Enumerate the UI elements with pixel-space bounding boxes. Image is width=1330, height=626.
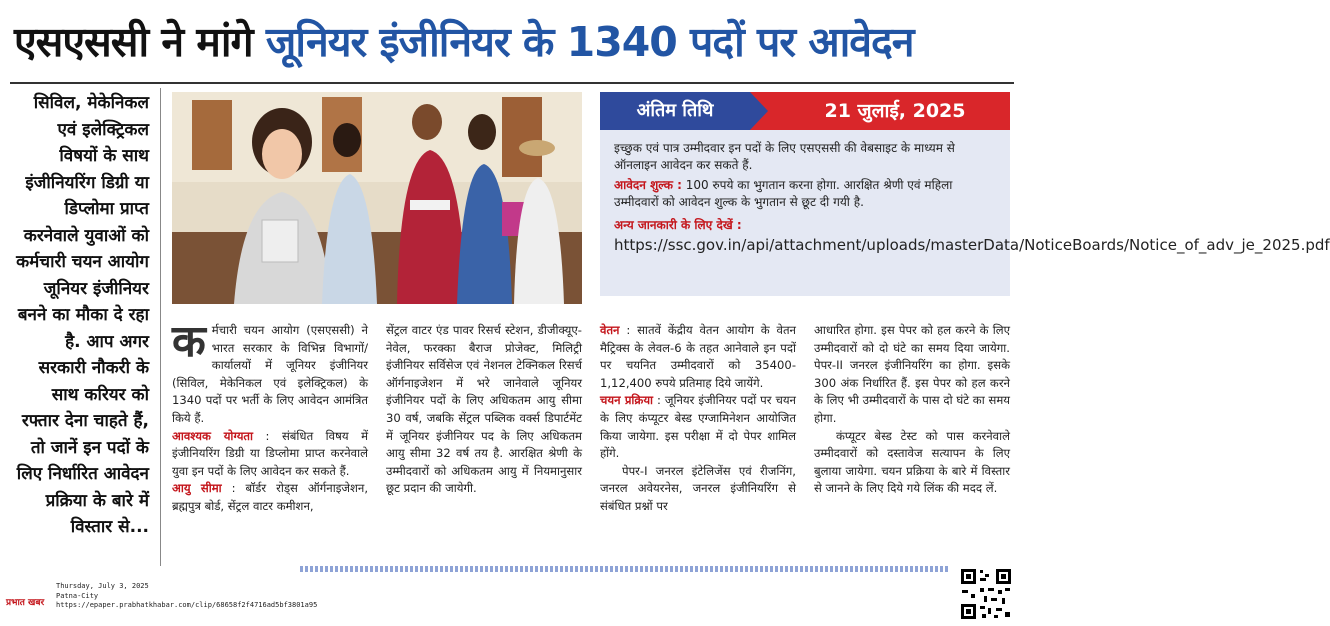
qualification-text: : संबंधित विषय में इंजीनियरिंग डिग्री या डिप्लोमा प्राप्त करनेवाले युवा इन पदों के लिए आवेदन कर सकते हैं. — [172, 428, 369, 478]
pay-label: वेतन — [600, 323, 620, 337]
age-text: : बॉर्डर रोड्स ऑर्गनाइजेशन, ब्रह्मपुत्र बोर्ड, सेंट्रल वाटर कमीशन, — [172, 481, 368, 513]
dropcap: क — [172, 316, 206, 367]
qualification-label: आवश्यक योग्यता — [172, 428, 254, 443]
article-column-3 — [600, 322, 796, 554]
article-intro: र्मचारी चयन आयोग (एसएससी) ने भारत सरकार के विभिन्न विभागों/ कार्यालयों में जूनियर इंजीनियर (सिविल, मेकेनिकल एवं इलेक्ट्रिकल) के 1340 पदों पर भर्ती के लिए आवेदन आमंत्रित किये हैं. — [172, 323, 368, 425]
deadline-date: 21 जुलाई, 2025 — [824, 100, 966, 122]
deadline-box — [600, 92, 1330, 296]
column-divider — [160, 88, 161, 566]
verification-para: कंप्यूटर बेस्ड टेस्ट को पास करनेवाले उम्मीदवारों को दस्तावेज सत्यापन के लिए बुलाया जायेगा. चयन प्रक्रिया के बारे में विस्तार से जानने के लिए दिये गये लिंक की मदद लें. — [814, 428, 1010, 496]
pay-text: : सातवें केंद्रीय वेतन आयोग के वेतन मैट्रिक्स के लेवल-6 के तहत आनेवाले इन पदों पर चयनित उम्मीदवारों को 35400-1,12,400 रुपये प्रतिमाह दिये जायेंगे. — [600, 323, 796, 390]
students-illustration — [172, 92, 582, 304]
article-column-1 — [172, 316, 369, 554]
footer-rule — [300, 566, 950, 572]
age-label: आयु सीमा — [172, 481, 222, 496]
qr-code-graphic — [958, 566, 1014, 622]
selection-label: चयन प्रक्रिया — [600, 393, 654, 408]
deadline-info — [600, 130, 1330, 296]
fee-info — [614, 177, 996, 211]
clip-url[interactable]: https://epaper.prabhatkhabar.com/clip/68658f2f4716ad5bf3801a95 — [56, 601, 318, 609]
fee-label: आवेदन शुल्क : — [614, 178, 682, 192]
notice-link[interactable]: https://ssc.gov.in/api/attachment/uploads/masterData/NoticeBoards/Notice_of_adv_je_2025.pdf — [614, 236, 1330, 254]
top-divider — [10, 82, 1014, 84]
deadline-label: अंतिम तिथि — [600, 92, 750, 130]
brand-logo: प्रभात खबर — [6, 598, 45, 608]
article-column-4 — [814, 322, 1010, 554]
headline-part-2: जूनियर इंजीनियर के 1340 पदों पर आवेदन — [265, 18, 914, 66]
article-column-2: सेंट्रल वाटर एंड पावर रिसर्च स्टेशन, डीजीक्यूए-नेवेल, फरक्का बैराज प्रोजेक्ट, मिलिट्री इंजीनियर सर्विसेज एवं नेशनल टेक्निकल रिसर्च ऑर्गनाइजेशन में भरे जानेवाले जूनियर इंजीनियर पदों के लिए अधिकतम आयु सीमा 30 वर्ष, जबकि सेंट्रल पब्लिक वर्क्स डिपार्टमेंट में जूनियर इंजीनियर पद के लिए अधिकतम आयु सीमा 32 वर्ष तय है. आरक्षित श्रेणी के उम्मीदवारों को अधिकतम आयु में नियमानुसार छूट प्रदान की जायेगी. — [386, 323, 582, 496]
paper-one-para: पेपर-I जनरल इंटेलिजेंस एवं रीजनिंग, जनरल अवेयरनेस, जनरल इंजीनियरिंग से संबंधित प्रश्नों पर — [600, 463, 796, 513]
students-photo — [172, 92, 582, 304]
paper-two-para: आधारित होगा. इस पेपर को हल करने के लिए उम्मीदवारों को दो घंटे का समय दिया जायेगा. पेपर-II जनरल इंजीनियरिंग का होगा. इसके 300 अंक निर्धारित हैं. इस पेपर को हल करने के लिए भी उम्मीदवारों के पास दो घंटे का समय होगा. — [814, 323, 1010, 425]
pay-para — [600, 322, 796, 392]
deadline-intro: इच्छुक एवं पात्र उम्मीदवार इन पदों के लिए एसएससी की वेबसाइट के माध्यम से ऑनलाइन आवेदन कर सकते हैं. — [614, 141, 955, 172]
clip-date: Thursday, July 3, 2025 — [56, 582, 149, 590]
headline — [14, 6, 1014, 78]
selection-text: : जूनियर इंजीनियर पदों पर चयन के लिए कंप्यूटर बेस्ड एग्जामिनेशन आयोजित किया जायेगा. इस परीक्षा में दो पेपर शामिल होंगे. — [600, 393, 796, 461]
more-info — [614, 214, 1330, 255]
qualification-para — [172, 428, 368, 481]
clip-meta — [56, 582, 386, 622]
fee-text: 100 रुपये का भुगतान करना होगा. आरक्षित श्रेणी एवं महिला उम्मीदवारों को आवेदन शुल्क के भुगतान से छूट दी गयी है. — [614, 178, 953, 209]
selection-para — [600, 392, 796, 462]
qr-code — [958, 566, 1014, 622]
deadline-bar — [600, 92, 1010, 130]
clip-edition: Patna-City — [56, 591, 99, 600]
age-para — [172, 480, 368, 515]
headline-part-1: एसएससी ने मांगे — [14, 18, 266, 66]
sidebar-intro: सिविल, मेकेनिकल एवं इलेक्ट्रिकल विषयों के साथ इंजीनियरिंग डिग्री या डिप्लोमा प्राप्त करनेवाले युवाओं को कर्मचारी चयन आयोग जूनियर इंजीनियर बनने का मौका दे रहा है. आप अगर सरकारी नौकरी के साथ करियर को रफ्तार देना चाहते हैं, तो जानें इन पदों के लिए निर्धारित आवेदन प्रक्रिया के बारे में विस्तार से... — [16, 93, 149, 537]
more-info-label: अन्य जानकारी के लिए देखें : — [614, 218, 742, 232]
